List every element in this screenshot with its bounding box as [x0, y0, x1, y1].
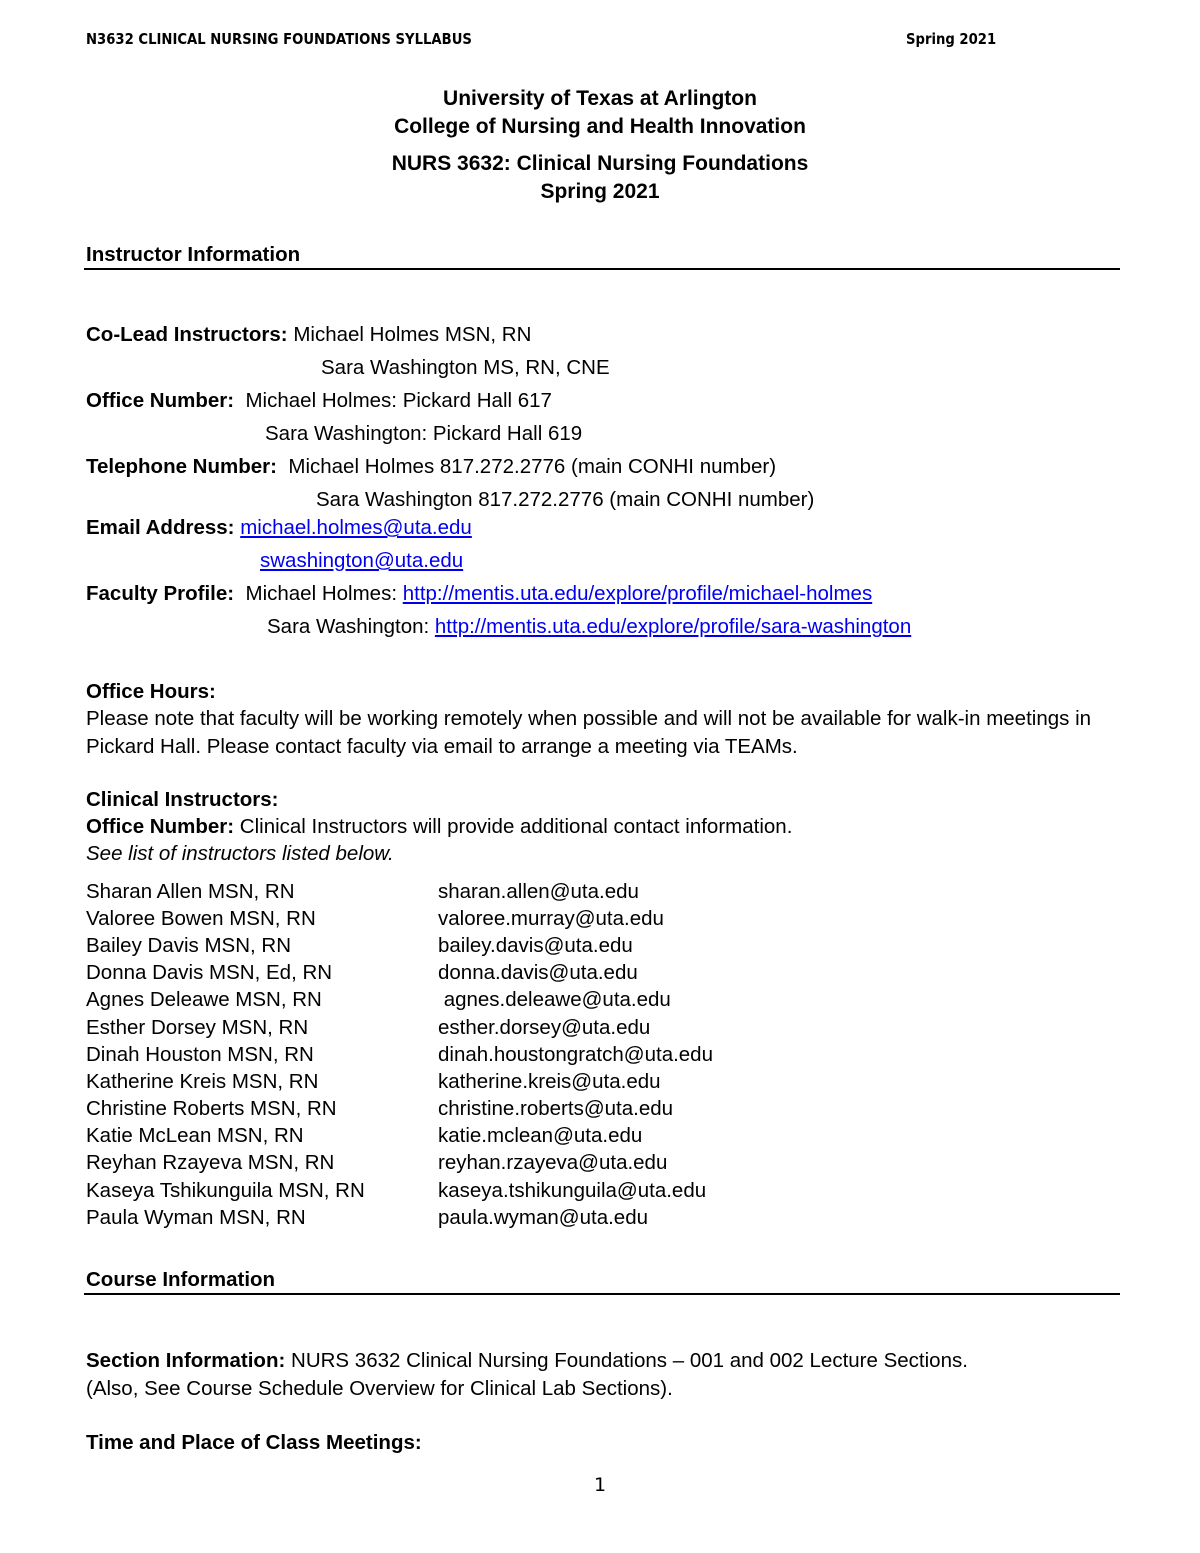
page-number: 1 [593, 1474, 607, 1496]
roster-row [86, 1070, 661, 1094]
profile-1-name: Michael Holmes: [245, 582, 398, 605]
email-link-holmes[interactable]: michael.holmes@uta.edu [240, 516, 472, 539]
roster-row [86, 1179, 706, 1203]
phone-2: Sara Washington 817.272.2776 (main CONHI number) [316, 488, 815, 511]
university-name: University of Texas at Arlington [443, 87, 757, 110]
section-info-text-2: (Also, See Course Schedule Overview for Clinical Lab Sections). [86, 1377, 673, 1400]
roster-email: agnes.deleawe@uta.edu [438, 988, 671, 1011]
section-info-row [86, 1349, 968, 1373]
phone-label: Telephone Number: [86, 455, 277, 478]
email-label: Email Address: [86, 516, 235, 539]
clinical-office-row [86, 815, 792, 839]
roster-email: christine.roberts@uta.edu [438, 1097, 674, 1120]
roster-name: Dinah Houston MSN, RN [86, 1043, 314, 1066]
email-row [86, 516, 472, 540]
running-header-term: Spring 2021 [906, 30, 997, 48]
roster-name: Paula Wyman MSN, RN [86, 1206, 306, 1229]
roster-name: Katie McLean MSN, RN [86, 1124, 304, 1147]
running-header-title: N3632 CLINICAL NURSING FOUNDATIONS SYLLABUS [86, 30, 472, 48]
roster-row [86, 1151, 667, 1175]
college-name: College of Nursing and Health Innovation [394, 115, 806, 138]
clinical-office-label: Office Number: [86, 815, 235, 838]
roster-name: Christine Roberts MSN, RN [86, 1097, 337, 1120]
roster-name: Bailey Davis MSN, RN [86, 934, 292, 957]
office-label: Office Number: [86, 389, 235, 412]
roster-row [86, 907, 664, 931]
office-2: Sara Washington: Pickard Hall 619 [265, 422, 583, 445]
phone-1: Michael Holmes 817.272.2776 (main CONHI number) [288, 455, 777, 478]
instructor-info-heading: Instructor Information [86, 243, 301, 266]
roster-name: Kaseya Tshikunguila MSN, RN [86, 1179, 365, 1202]
email-link-washington[interactable]: swashington@uta.edu [260, 549, 464, 572]
roster-row [86, 1016, 650, 1040]
roster-email: reyhan.rzayeva@uta.edu [438, 1151, 668, 1174]
office-hours-text: Please note that faculty will be working remotely when possible and will not be available for walk-in meetings in Pickard Hall. Please contact faculty via email to arrange a meeting via TEAMs. [86, 707, 1092, 758]
roster-email: sharan.allen@uta.edu [438, 880, 639, 903]
profile-link-holmes[interactable]: http://mentis.uta.edu/explore/profile/michael-holmes [402, 582, 873, 605]
phone-row [86, 455, 776, 479]
profile-row [86, 582, 872, 606]
profile-row-2 [267, 615, 911, 639]
profile-label: Faculty Profile: [86, 582, 235, 605]
profile-link-washington[interactable]: http://mentis.uta.edu/explore/profile/sara-washington [434, 615, 912, 638]
roster-email: donna.davis@uta.edu [438, 961, 638, 984]
roster-name: Katherine Kreis MSN, RN [86, 1070, 319, 1093]
roster-email: dinah.houstongratch@uta.edu [438, 1043, 713, 1066]
roster-email: esther.dorsey@uta.edu [438, 1016, 651, 1039]
clinical-instructors-label: Clinical Instructors: [86, 788, 279, 811]
co-lead-instructor-2: Sara Washington MS, RN, CNE [321, 356, 610, 379]
roster-row [86, 1097, 673, 1121]
office-hours-label: Office Hours: [86, 680, 216, 703]
roster-row [86, 1206, 648, 1230]
section-divider [84, 1293, 1120, 1295]
office-1: Michael Holmes: Pickard Hall 617 [245, 389, 552, 412]
roster-email: katie.mclean@uta.edu [438, 1124, 643, 1147]
course-info-heading: Course Information [86, 1268, 276, 1291]
roster-row [86, 988, 671, 1012]
roster-email: katherine.kreis@uta.edu [438, 1070, 661, 1093]
profile-2-name: Sara Washington: [267, 615, 430, 638]
roster-row [86, 880, 639, 904]
roster-row [86, 961, 638, 985]
roster-name: Valoree Bowen MSN, RN [86, 907, 316, 930]
see-list-note: See list of instructors listed below. [86, 842, 394, 865]
roster-row [86, 1043, 713, 1067]
section-info-text: NURS 3632 Clinical Nursing Foundations – 001 and 002 Lecture Sections. [291, 1349, 968, 1372]
roster-email: paula.wyman@uta.edu [438, 1206, 648, 1229]
roster-email: kaseya.tshikunguila@uta.edu [438, 1179, 707, 1202]
course-title: NURS 3632: Clinical Nursing Foundations [391, 152, 809, 175]
roster-email: valoree.murray@uta.edu [438, 907, 664, 930]
clinical-office-text: Clinical Instructors will provide additional contact information. [239, 815, 793, 838]
office-row [86, 389, 552, 413]
roster-name: Reyhan Rzayeva MSN, RN [86, 1151, 335, 1174]
roster-row [86, 1124, 642, 1148]
roster-name: Agnes Deleawe MSN, RN [86, 988, 322, 1011]
section-divider [84, 268, 1120, 270]
section-info-label: Section Information: [86, 1349, 286, 1372]
co-lead-instructor-1: Michael Holmes MSN, RN [293, 323, 532, 346]
roster-name: Donna Davis MSN, Ed, RN [86, 961, 333, 984]
roster-email: bailey.davis@uta.edu [438, 934, 633, 957]
roster-name: Esther Dorsey MSN, RN [86, 1016, 309, 1039]
co-lead-row [86, 323, 531, 347]
course-term: Spring 2021 [540, 180, 660, 203]
roster-row [86, 934, 633, 958]
roster-name: Sharan Allen MSN, RN [86, 880, 295, 903]
time-place-label: Time and Place of Class Meetings: [86, 1431, 422, 1454]
co-lead-label: Co-Lead Instructors: [86, 323, 288, 346]
